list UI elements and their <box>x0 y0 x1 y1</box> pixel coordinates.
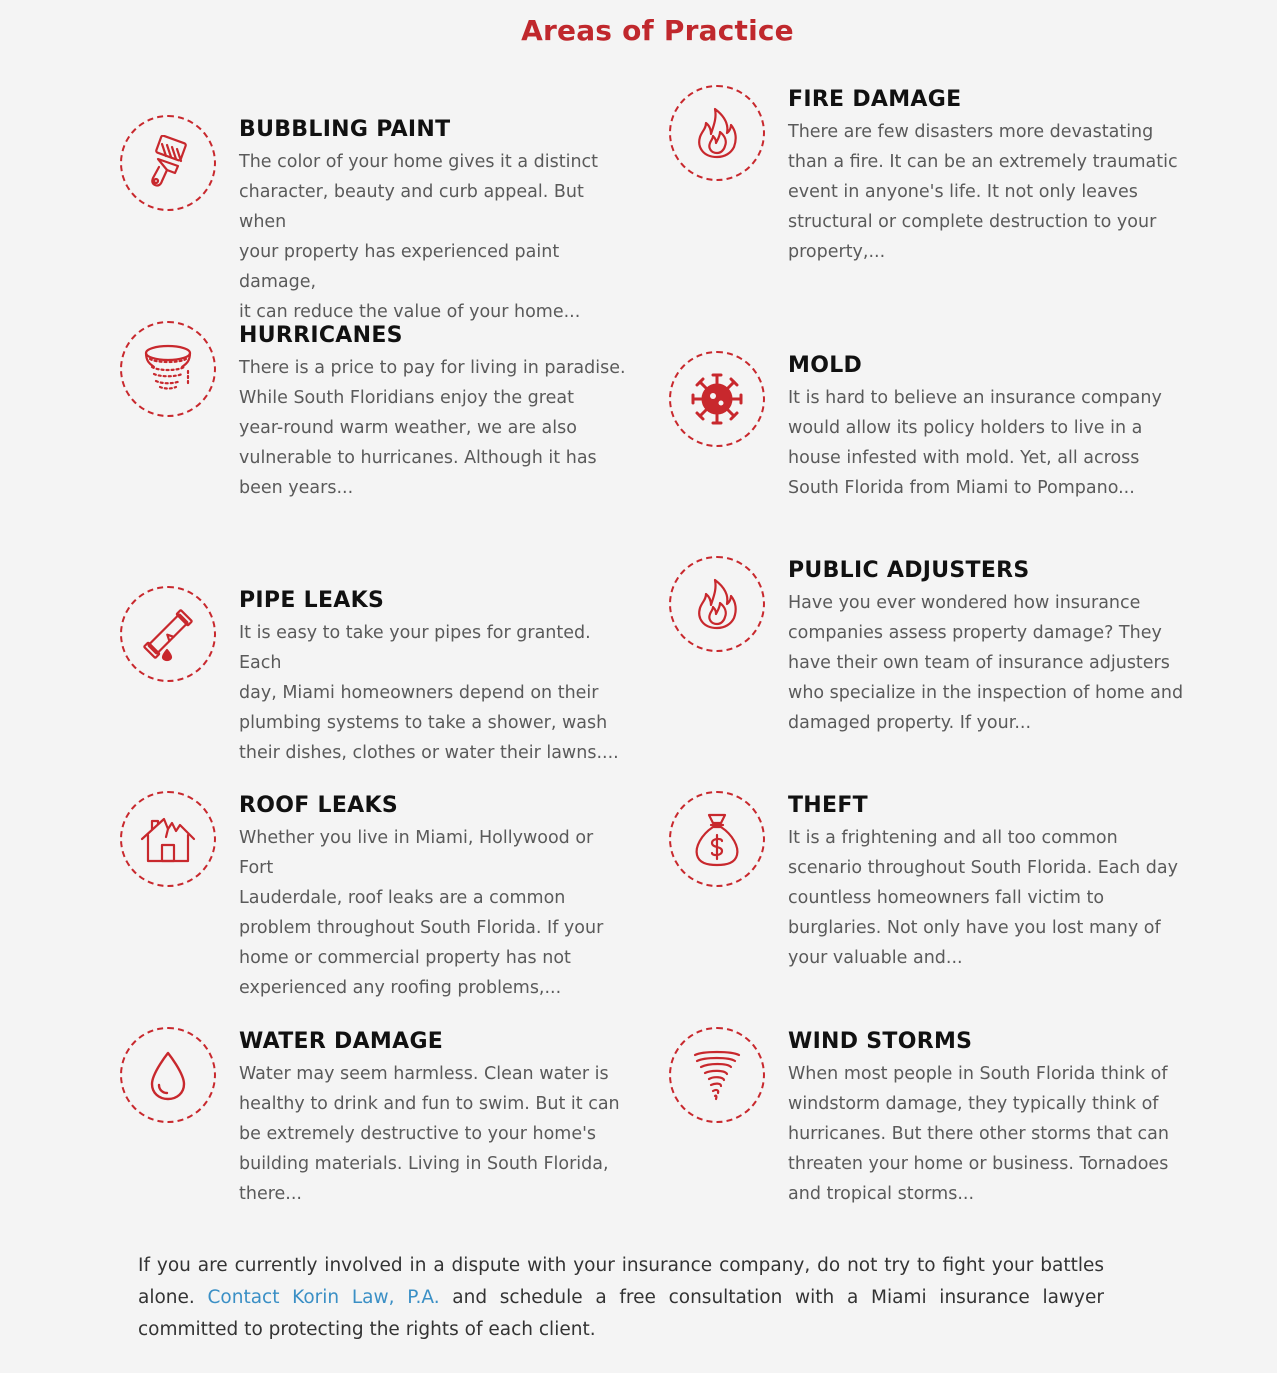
desc-line: be extremely destructive to your home's <box>239 1124 597 1144</box>
page-title: Areas of Practice <box>521 14 794 47</box>
desc-line: threaten your home or business. Tornadoes <box>788 1154 1169 1174</box>
practice-description <box>788 383 1178 503</box>
desc-line: house infested with mold. Yet, all across <box>788 448 1140 468</box>
desc-line: Lauderdale, roof leaks are a common <box>239 888 566 908</box>
desc-line: year-round warm weather, we are also <box>239 418 577 438</box>
tornado-icon <box>689 1047 745 1103</box>
desc-line: problem throughout South Florida. If your <box>239 918 604 938</box>
practice-title: HURRICANES <box>239 323 403 348</box>
pipe-leak-icon <box>140 606 196 662</box>
desc-line: structural or complete destruction to your <box>788 212 1157 232</box>
desc-line: countless homeowners fall victim to <box>788 888 1105 908</box>
footer-paragraph <box>138 1250 1104 1346</box>
icon-ring <box>669 1027 765 1123</box>
practice-title: PUBLIC ADJUSTERS <box>788 558 1030 583</box>
desc-line: Whether you live in Miami, Hollywood or Fort <box>239 828 594 878</box>
mold-virus-icon <box>689 371 745 427</box>
desc-line: burglaries. Not only have you lost many of <box>788 918 1161 938</box>
desc-line: event in anyone's life. It not only leaves <box>788 182 1138 202</box>
desc-line: vulnerable to hurricanes. Although it has <box>239 448 597 468</box>
hurricane-icon <box>140 341 196 397</box>
desc-line: Have you ever wondered how insurance <box>788 593 1141 613</box>
practice-title: WIND STORMS <box>788 1029 973 1054</box>
icon-ring <box>120 791 216 887</box>
icon-ring <box>669 351 765 447</box>
paint-brush-icon <box>140 135 196 191</box>
practice-description <box>239 147 629 327</box>
desc-line: scenario throughout South Florida. Each day <box>788 858 1178 878</box>
icon-ring <box>120 321 216 417</box>
footer-text-after: and schedule a free consultation with a Miami insurance lawyer committed to protecting the rights of each client. <box>138 1287 1104 1340</box>
icon-ring <box>669 85 765 181</box>
desc-line: their dishes, clothes or water their lawns.... <box>239 743 619 763</box>
desc-line: home or commercial property has not <box>239 948 571 968</box>
money-bag-icon <box>689 811 745 867</box>
desc-line: It is a frightening and all too common <box>788 828 1118 848</box>
desc-line: and tropical storms... <box>788 1184 975 1204</box>
desc-line: your valuable and... <box>788 948 963 968</box>
desc-line: been years... <box>239 478 354 498</box>
damaged-house-icon <box>140 811 196 867</box>
practice-title: ROOF LEAKS <box>239 793 398 818</box>
practice-title: MOLD <box>788 353 863 378</box>
practice-title: BUBBLING PAINT <box>239 117 451 142</box>
desc-line: The color of your home gives it a distinct <box>239 152 599 172</box>
icon-ring <box>669 791 765 887</box>
icon-ring <box>120 586 216 682</box>
desc-line: character, beauty and curb appeal. But when <box>239 182 584 232</box>
desc-line: experienced any roofing problems,... <box>239 978 562 998</box>
desc-line: companies assess property damage? They <box>788 623 1162 643</box>
desc-line: It is easy to take your pipes for granted. Each <box>239 623 591 673</box>
desc-line: damaged property. If your... <box>788 713 1032 733</box>
footer-text-before: If you are currently involved in a dispute with your insurance company, do not try to fight your battles alone. <box>138 1255 1104 1308</box>
icon-ring <box>120 115 216 211</box>
icon-ring <box>669 556 765 652</box>
desc-line: would allow its policy holders to live in a <box>788 418 1143 438</box>
practice-title: WATER DAMAGE <box>239 1029 444 1054</box>
practice-title: FIRE DAMAGE <box>788 87 962 112</box>
practice-description <box>239 618 629 768</box>
desc-line: There is a price to pay for living in paradise. <box>239 358 626 378</box>
desc-line: who specialize in the inspection of home and <box>788 683 1184 703</box>
desc-line: have their own team of insurance adjusters <box>788 653 1170 673</box>
practice-title: THEFT <box>788 793 868 818</box>
desc-line: windstorm damage, they typically think of <box>788 1094 1159 1114</box>
desc-line: plumbing systems to take a shower, wash <box>239 713 608 733</box>
practice-description <box>239 353 629 503</box>
desc-line: South Florida from Miami to Pompano... <box>788 478 1135 498</box>
practice-description <box>239 1059 629 1209</box>
water-drop-icon <box>140 1047 196 1103</box>
desc-line: day, Miami homeowners depend on their <box>239 683 599 703</box>
fire-icon <box>689 105 745 161</box>
practice-title: PIPE LEAKS <box>239 588 385 613</box>
contact-link[interactable]: Contact Korin Law, P.A. <box>207 1287 440 1308</box>
fire-icon <box>689 576 745 632</box>
desc-line: than a fire. It can be an extremely traumatic <box>788 152 1178 172</box>
desc-line: It is hard to believe an insurance company <box>788 388 1162 408</box>
desc-line: it can reduce the value of your home... <box>239 302 581 322</box>
desc-line: While South Floridians enjoy the great <box>239 388 574 408</box>
desc-line: Water may seem harmless. Clean water is <box>239 1064 609 1084</box>
desc-line: your property has experienced paint damage, <box>239 242 560 292</box>
desc-line: there... <box>239 1184 302 1204</box>
desc-line: property,... <box>788 242 886 262</box>
practice-description <box>239 823 629 1003</box>
icon-ring <box>120 1027 216 1123</box>
practice-description <box>788 1059 1178 1209</box>
desc-line: When most people in South Florida think of <box>788 1064 1168 1084</box>
desc-line: healthy to drink and fun to swim. But it can <box>239 1094 620 1114</box>
practice-description <box>788 823 1178 973</box>
desc-line: hurricanes. But there other storms that can <box>788 1124 1169 1144</box>
desc-line: building materials. Living in South Florida, <box>239 1154 609 1174</box>
practice-description <box>788 588 1188 738</box>
desc-line: There are few disasters more devastating <box>788 122 1154 142</box>
practice-description <box>788 117 1178 267</box>
